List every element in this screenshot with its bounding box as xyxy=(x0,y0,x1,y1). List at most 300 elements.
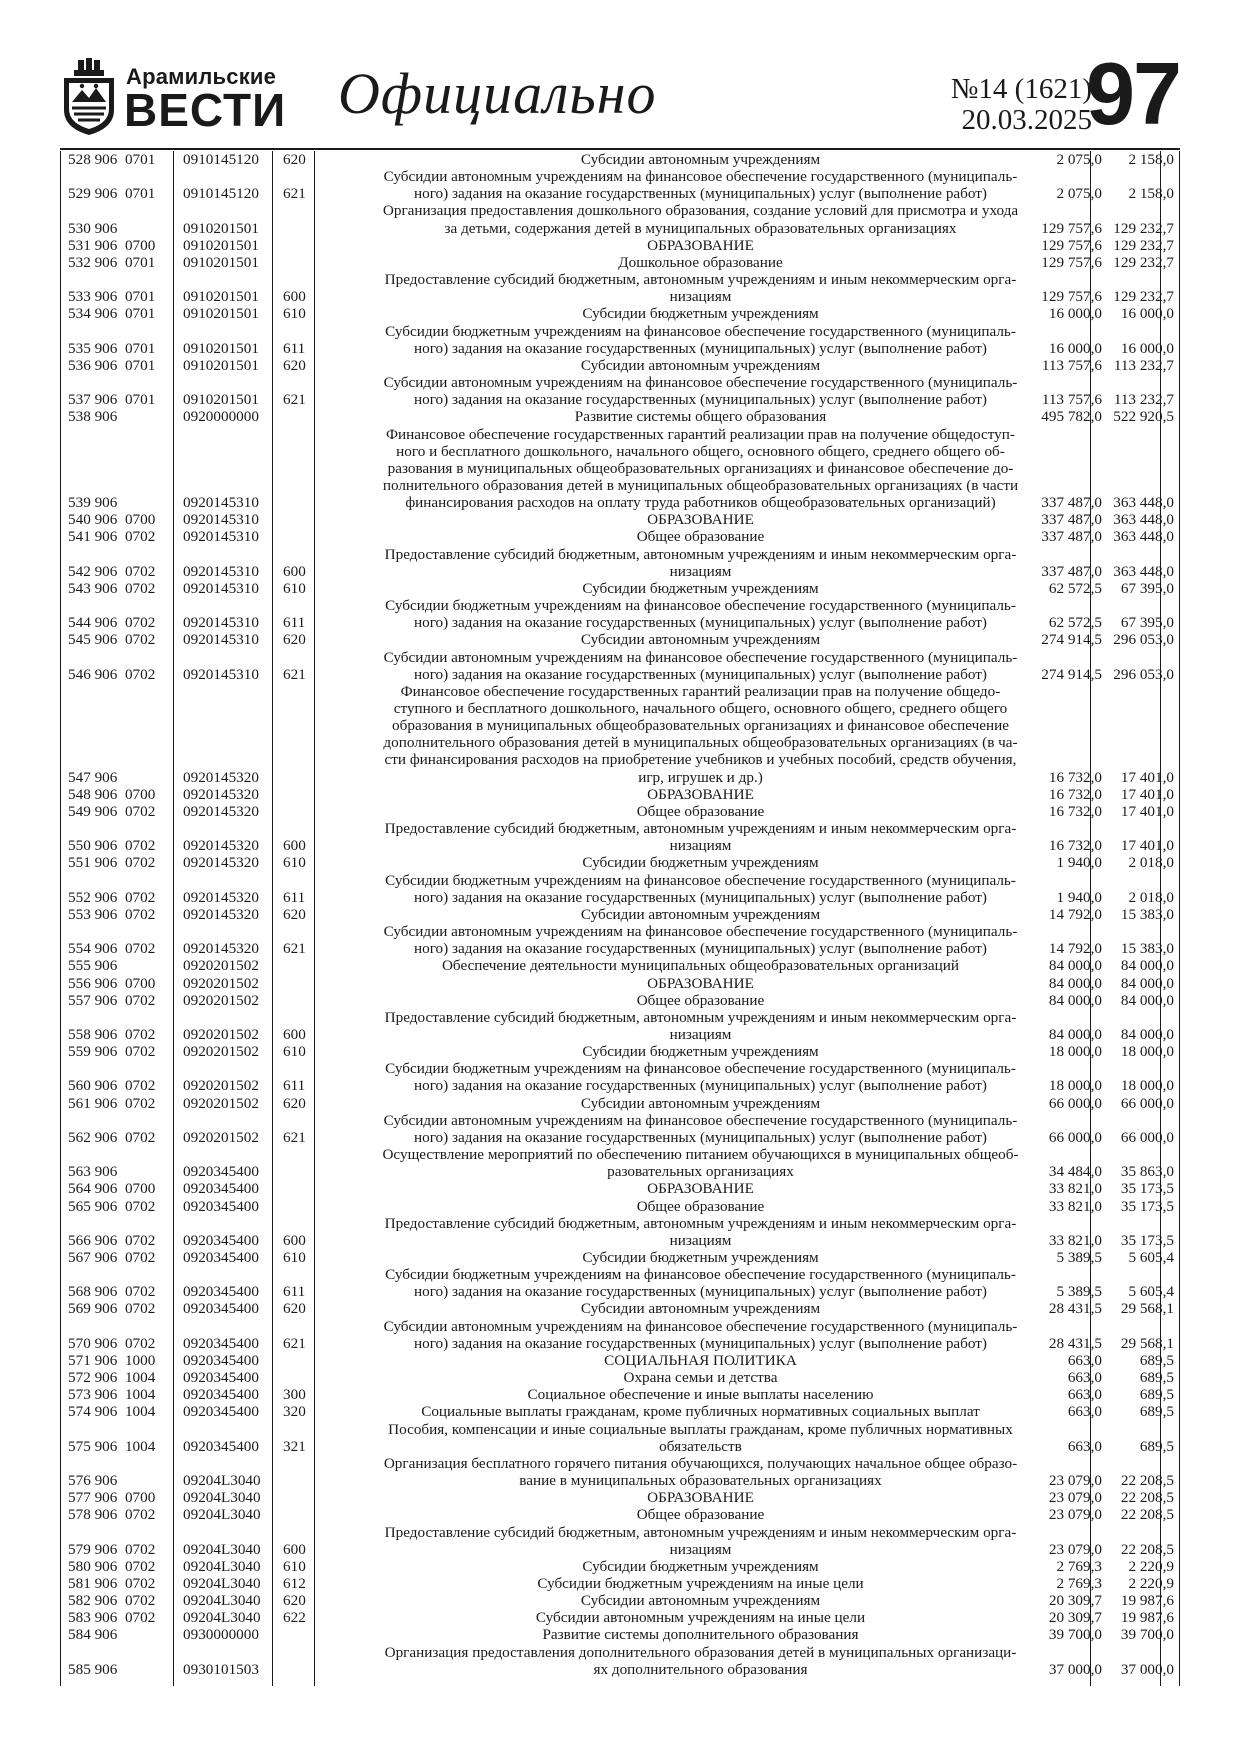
row-number: 585 906 xyxy=(68,1660,118,1678)
row-number: 546 906 0702 xyxy=(68,665,156,683)
row-expense-type: 610 xyxy=(283,305,306,323)
row-expense-type: 611 xyxy=(283,1283,306,1301)
table-row xyxy=(60,820,1180,854)
row-value-2026: 66 000,0 xyxy=(1048,1128,1102,1146)
table-row xyxy=(60,597,1180,631)
row-value-2027: 17 401,0 xyxy=(1120,785,1174,803)
row-number: 559 906 0702 xyxy=(68,1043,156,1061)
row-number: 543 906 0702 xyxy=(68,579,156,597)
row-name xyxy=(318,254,1083,271)
row-value-2027: 296 053,0 xyxy=(1113,665,1174,683)
row-name-line: Субсидии бюджетным учреждениям xyxy=(582,1557,819,1575)
row-value-2027: 84 000,0 xyxy=(1120,957,1174,975)
row-target-code: 0920345400 xyxy=(183,1197,259,1215)
row-number: 550 906 0702 xyxy=(68,837,156,855)
row-number: 552 906 0702 xyxy=(68,888,156,906)
row-target-code: 0920345400 xyxy=(183,1369,259,1387)
row-target-code: 0920345400 xyxy=(183,1403,259,1421)
row-target-code: 09204L3040 xyxy=(183,1557,261,1575)
row-value-2026: 663,0 xyxy=(1067,1403,1102,1421)
row-value-2027: 35 863,0 xyxy=(1120,1163,1174,1181)
row-value-2026: 14 792,0 xyxy=(1048,905,1102,923)
row-name-line: финансирования расходов на оплату труда работников общеобразовательных организаций) xyxy=(405,494,996,512)
row-target-code: 09204L3040 xyxy=(183,1506,261,1524)
row-value-2026: 33 821,0 xyxy=(1048,1180,1102,1198)
row-name xyxy=(318,1112,1083,1146)
row-value-2026: 129 757,6 xyxy=(1041,288,1102,306)
row-name-line: Субсидии автономным учреждениям на финансовое обеспечение государственного (муниципаль- xyxy=(383,1111,1018,1129)
table-row xyxy=(60,1524,1180,1558)
row-name xyxy=(318,1575,1083,1592)
row-value-2027: 689,5 xyxy=(1139,1369,1174,1387)
row-name xyxy=(318,820,1083,854)
table-row xyxy=(60,854,1180,871)
row-name-line: Предоставление субсидий бюджетным, автономным учреждениям и иным некоммерческим орга- xyxy=(384,820,1017,838)
row-value-2026: 66 000,0 xyxy=(1048,1094,1102,1112)
row-target-code: 09204L3040 xyxy=(183,1592,261,1610)
row-value-2026: 84 000,0 xyxy=(1048,1025,1102,1043)
row-target-code: 0920345400 xyxy=(183,1334,259,1352)
row-value-2026: 18 000,0 xyxy=(1048,1043,1102,1061)
row-name xyxy=(318,408,1083,425)
row-value-2026: 337 487,0 xyxy=(1041,511,1102,529)
row-name-line: Охрана семьи и детства xyxy=(623,1369,778,1387)
row-name-line: Субсидии бюджетным учреждениям xyxy=(582,1249,819,1266)
row-number: 583 906 0702 xyxy=(68,1609,156,1627)
row-name-line: низациям xyxy=(669,1025,732,1043)
row-expense-type: 622 xyxy=(283,1609,306,1627)
row-value-2026: 2 075,0 xyxy=(1056,185,1102,203)
row-value-2026: 129 757,6 xyxy=(1041,236,1102,254)
row-name-line: ОБРАЗОВАНИЕ xyxy=(647,1489,754,1507)
row-name-line: ного) задания на оказание государственных (муниципальных) услуг (выполнение работ) xyxy=(413,888,987,906)
row-name-line: Субсидии бюджетным учреждениям на финансовое обеспечение государственного (муниципаль- xyxy=(385,322,1016,340)
table-row xyxy=(60,1318,1180,1352)
row-target-code: 09204L3040 xyxy=(183,1574,261,1592)
table-row xyxy=(60,683,1180,786)
row-name-line: Субсидии автономным учреждениям на финансовое обеспечение государственного (муниципаль- xyxy=(383,168,1018,186)
row-name-line: Финансовое обеспечение государственных гарантий реализации прав на получение общедо- xyxy=(400,682,1001,700)
row-expense-type: 621 xyxy=(283,391,306,409)
row-name xyxy=(318,854,1083,871)
row-value-2027: 19 987,6 xyxy=(1120,1609,1174,1627)
table-row xyxy=(60,649,1180,683)
row-name-line: ного) задания на оказание государственных (муниципальных) услуг (выполнение работ) xyxy=(413,614,987,632)
row-number: 545 906 0702 xyxy=(68,631,156,649)
row-value-2027: 689,5 xyxy=(1139,1351,1174,1369)
row-number: 563 906 xyxy=(68,1163,118,1181)
row-value-2026: 16 732,0 xyxy=(1048,785,1102,803)
row-target-code: 0920145310 xyxy=(183,665,259,683)
row-number: 532 906 0701 xyxy=(68,253,156,271)
row-name xyxy=(318,597,1083,631)
row-name-line: за детьми, содержания детей в муниципальных образовательных организациях xyxy=(444,219,957,237)
row-target-code: 0910201501 xyxy=(183,391,259,409)
row-name xyxy=(318,168,1083,202)
row-value-2026: 2 075,0 xyxy=(1056,151,1102,168)
logo-wordmark-top: Арамильские xyxy=(126,64,277,89)
row-number: 553 906 0702 xyxy=(68,905,156,923)
row-value-2027: 67 395,0 xyxy=(1120,614,1174,632)
row-value-2026: 16 000,0 xyxy=(1048,305,1102,323)
row-value-2026: 663,0 xyxy=(1067,1369,1102,1387)
row-value-2027: 35 173,5 xyxy=(1120,1231,1174,1249)
row-name xyxy=(318,1455,1083,1489)
row-value-2026: 18 000,0 xyxy=(1048,1077,1102,1095)
row-name-line: ОБРАЗОВАНИЕ xyxy=(647,974,754,992)
row-expense-type: 611 xyxy=(283,888,306,906)
row-number: 531 906 0700 xyxy=(68,236,156,254)
row-value-2027: 363 448,0 xyxy=(1113,562,1174,580)
row-number: 575 906 1004 xyxy=(68,1437,156,1455)
row-target-code: 0920145320 xyxy=(183,768,259,786)
row-target-code: 0920345400 xyxy=(183,1386,259,1404)
row-value-2027: 363 448,0 xyxy=(1113,528,1174,546)
row-name-line: Субсидии автономным учреждениям xyxy=(580,1300,821,1318)
row-name xyxy=(318,1609,1083,1626)
row-target-code: 0920145320 xyxy=(183,837,259,855)
row-name-line: Развитие системы дополнительного образования xyxy=(542,1626,859,1644)
table-row xyxy=(60,511,1180,528)
row-name xyxy=(318,1095,1083,1112)
row-value-2026: 37 000,0 xyxy=(1048,1660,1102,1678)
row-value-2027: 35 173,5 xyxy=(1120,1197,1174,1215)
table-row xyxy=(60,1506,1180,1523)
row-target-code: 0920145320 xyxy=(183,854,259,872)
row-name-line: ного) задания на оказание государственных (муниципальных) услуг (выполнение работ) xyxy=(413,940,987,958)
row-target-code: 0920145310 xyxy=(183,511,259,529)
row-value-2027: 113 232,7 xyxy=(1113,391,1174,409)
row-target-code: 0920000000 xyxy=(183,408,259,426)
row-value-2027: 17 401,0 xyxy=(1120,802,1174,820)
row-value-2027: 29 568,1 xyxy=(1120,1300,1174,1318)
row-value-2026: 663,0 xyxy=(1067,1351,1102,1369)
row-name-line: низациям xyxy=(669,837,732,855)
row-name-line: дополнительного образования детей в муниципальных общеобразовательных организациях (в ча- xyxy=(383,734,1018,752)
row-value-2026: 23 079,0 xyxy=(1048,1489,1102,1507)
row-name-line: низациям xyxy=(669,1231,732,1249)
table-row xyxy=(60,631,1180,648)
table-row xyxy=(60,1644,1180,1678)
row-expense-type: 612 xyxy=(283,1574,306,1592)
row-value-2027: 2 158,0 xyxy=(1128,151,1174,168)
row-value-2027: 22 208,5 xyxy=(1120,1472,1174,1490)
row-name xyxy=(318,580,1083,597)
row-value-2026: 1 940,0 xyxy=(1056,888,1102,906)
table-row xyxy=(60,1249,1180,1266)
row-name-line: ОБРАЗОВАНИЕ xyxy=(647,236,754,254)
row-name-line: ного) задания на оказание государственных (муниципальных) услуг (выполнение работ) xyxy=(413,665,987,683)
row-value-2026: 113 757,6 xyxy=(1041,356,1102,374)
row-name-line: ного и бесплатного дошкольного, начального общего, основного общего, среднего общего об- xyxy=(396,442,1005,460)
row-value-2027: 2 220,9 xyxy=(1128,1574,1174,1592)
row-number: 580 906 0702 xyxy=(68,1557,156,1575)
row-value-2027: 2 018,0 xyxy=(1128,854,1174,872)
row-target-code: 0920201502 xyxy=(183,1077,259,1095)
row-target-code: 0920345400 xyxy=(183,1351,259,1369)
row-target-code: 0920145310 xyxy=(183,494,259,512)
row-target-code: 0910201501 xyxy=(183,305,259,323)
row-number: 551 906 0702 xyxy=(68,854,156,872)
row-value-2026: 113 757,6 xyxy=(1041,391,1102,409)
row-expense-type: 620 xyxy=(283,1592,306,1610)
row-name xyxy=(318,1198,1083,1215)
row-value-2027: 2 018,0 xyxy=(1128,888,1174,906)
row-target-code: 0910201501 xyxy=(183,339,259,357)
row-name xyxy=(318,906,1083,923)
row-value-2026: 84 000,0 xyxy=(1048,991,1102,1009)
table-row xyxy=(60,202,1180,236)
row-name xyxy=(318,323,1083,357)
row-value-2027: 84 000,0 xyxy=(1120,991,1174,1009)
row-name-line: Субсидии автономным учреждениям на финансовое обеспечение государственного (муниципаль- xyxy=(383,374,1018,392)
row-name xyxy=(318,683,1083,786)
row-target-code: 0920145310 xyxy=(183,562,259,580)
row-value-2026: 39 700,0 xyxy=(1048,1626,1102,1644)
table-row xyxy=(60,374,1180,408)
row-value-2027: 5 605,4 xyxy=(1128,1249,1174,1266)
row-expense-type: 321 xyxy=(283,1437,306,1455)
row-number: 535 906 0701 xyxy=(68,339,156,357)
row-name xyxy=(318,237,1083,254)
row-name xyxy=(318,528,1083,545)
row-name xyxy=(318,872,1083,906)
row-target-code: 0920201502 xyxy=(183,1043,259,1061)
row-name-line: Организация предоставления дошкольного образования, создание условий для присмотра и ухода xyxy=(382,202,1019,220)
row-name xyxy=(318,1403,1083,1420)
table-row xyxy=(60,168,1180,202)
row-number: 538 906 xyxy=(68,408,118,426)
row-number: 549 906 0702 xyxy=(68,802,156,820)
row-value-2026: 5 389,5 xyxy=(1056,1283,1102,1301)
row-name-line: Общее образование xyxy=(636,1197,765,1215)
row-target-code: 0910145120 xyxy=(183,185,259,203)
row-name xyxy=(318,1249,1083,1266)
row-value-2027: 2 220,9 xyxy=(1128,1557,1174,1575)
row-name-line: полнительного образования детей в муниципальных общеобразовательных организациях (в части xyxy=(382,476,1019,494)
row-target-code: 0920345400 xyxy=(183,1300,259,1318)
section-title: Официально xyxy=(338,61,657,126)
row-value-2026: 337 487,0 xyxy=(1041,528,1102,546)
row-number: 568 906 0702 xyxy=(68,1283,156,1301)
row-expense-type: 620 xyxy=(283,1094,306,1112)
table-row xyxy=(60,1403,1180,1420)
row-name xyxy=(318,1558,1083,1575)
table-row xyxy=(60,786,1180,803)
row-name-line: Субсидии бюджетным учреждениям xyxy=(582,854,819,872)
row-name xyxy=(318,1352,1083,1369)
row-value-2026: 20 309,7 xyxy=(1048,1609,1102,1627)
row-name xyxy=(318,426,1083,512)
row-value-2027: 29 568,1 xyxy=(1120,1334,1174,1352)
row-value-2027: 15 383,0 xyxy=(1120,940,1174,958)
row-value-2026: 20 309,7 xyxy=(1048,1592,1102,1610)
row-name xyxy=(318,1300,1083,1317)
row-name-line: обязательств xyxy=(659,1437,742,1455)
row-value-2027: 5 605,4 xyxy=(1128,1283,1174,1301)
row-value-2027: 37 000,0 xyxy=(1120,1660,1174,1678)
row-name-line: Субсидии бюджетным учреждениям на финансовое обеспечение государственного (муниципаль- xyxy=(385,1060,1016,1078)
table-row xyxy=(60,271,1180,305)
row-value-2027: 66 000,0 xyxy=(1120,1128,1174,1146)
row-target-code: 09204L3040 xyxy=(183,1609,261,1627)
row-name xyxy=(318,1060,1083,1094)
row-number: 544 906 0702 xyxy=(68,614,156,632)
row-name-line: ного) задания на оказание государственных (муниципальных) услуг (выполнение работ) xyxy=(413,339,987,357)
row-name xyxy=(318,649,1083,683)
row-name-line: Обеспечение деятельности муниципальных общеобразовательных организаций xyxy=(441,957,960,975)
row-name-line: разования в муниципальных общеобразовательных организациях и финансовое обеспечение до- xyxy=(387,459,1014,477)
row-value-2026: 2 769,3 xyxy=(1056,1574,1102,1592)
row-name-line: Предоставление субсидий бюджетным, автономным учреждениям и иным некоммерческим орга- xyxy=(384,1214,1017,1232)
row-value-2027: 39 700,0 xyxy=(1120,1626,1174,1644)
row-expense-type: 620 xyxy=(283,631,306,649)
table-row xyxy=(60,1558,1180,1575)
row-value-2027: 66 000,0 xyxy=(1120,1094,1174,1112)
budget-table xyxy=(60,151,1180,1686)
row-name-line: низациям xyxy=(669,1540,732,1558)
row-name-line: Развитие системы общего образования xyxy=(574,408,827,426)
row-name-line: Общее образование xyxy=(636,528,765,546)
row-expense-type: 611 xyxy=(283,339,306,357)
row-target-code: 0910201501 xyxy=(183,236,259,254)
table-row xyxy=(60,975,1180,992)
table-row xyxy=(60,305,1180,322)
table-row xyxy=(60,1180,1180,1197)
row-name xyxy=(318,1592,1083,1609)
row-name-line: Субсидии автономным учреждениям на финансовое обеспечение государственного (муниципаль- xyxy=(383,648,1018,666)
table-row xyxy=(60,1455,1180,1489)
row-number: 558 906 0702 xyxy=(68,1025,156,1043)
row-value-2027: 15 383,0 xyxy=(1120,905,1174,923)
row-name xyxy=(318,546,1083,580)
row-value-2026: 23 079,0 xyxy=(1048,1472,1102,1490)
masthead xyxy=(60,44,1180,147)
table-row xyxy=(60,408,1180,425)
city-crest-icon xyxy=(60,58,118,136)
row-name-line: ного) задания на оказание государственных (муниципальных) услуг (выполнение работ) xyxy=(413,1283,987,1301)
row-name-line: СОЦИАЛЬНАЯ ПОЛИТИКА xyxy=(604,1351,797,1369)
row-name-line: Дошкольное образование xyxy=(618,253,783,271)
row-value-2026: 274 914,5 xyxy=(1041,631,1102,649)
row-number: 536 906 0701 xyxy=(68,356,156,374)
row-value-2026: 84 000,0 xyxy=(1048,957,1102,975)
row-expense-type: 610 xyxy=(283,1043,306,1061)
row-number: 570 906 0702 xyxy=(68,1334,156,1352)
table-row xyxy=(60,254,1180,271)
row-name-line: разовательных организациях xyxy=(607,1163,794,1181)
table-row xyxy=(60,426,1180,512)
row-target-code: 0910201501 xyxy=(183,219,259,237)
row-target-code: 0920201502 xyxy=(183,991,259,1009)
row-number: 534 906 0701 xyxy=(68,305,156,323)
row-number: 567 906 0702 xyxy=(68,1249,156,1266)
table-row xyxy=(60,1575,1180,1592)
row-target-code: 09204L3040 xyxy=(183,1472,261,1490)
row-value-2026: 337 487,0 xyxy=(1041,562,1102,580)
row-number: 577 906 0700 xyxy=(68,1489,156,1507)
row-value-2026: 33 821,0 xyxy=(1048,1231,1102,1249)
table-row xyxy=(60,1266,1180,1300)
row-target-code: 0910201501 xyxy=(183,253,259,271)
row-value-2027: 16 000,0 xyxy=(1120,339,1174,357)
row-name-line: ного) задания на оказание государственных (муниципальных) услуг (выполнение работ) xyxy=(413,1077,987,1095)
row-target-code: 0920145320 xyxy=(183,888,259,906)
row-name xyxy=(318,1043,1083,1060)
row-name-line: Субсидии бюджетным учреждениям на финансовое обеспечение государственного (муниципаль- xyxy=(385,871,1016,889)
row-expense-type: 621 xyxy=(283,665,306,683)
row-name-line: низациям xyxy=(669,288,732,306)
table-row xyxy=(60,151,1180,168)
table-row xyxy=(60,1043,1180,1060)
row-value-2027: 363 448,0 xyxy=(1113,494,1174,512)
row-name-line: Субсидии автономным учреждениям xyxy=(580,151,821,168)
logo-wordmark-bottom: ВЕСТИ xyxy=(124,84,287,136)
row-number: 554 906 0702 xyxy=(68,940,156,958)
row-name-line: Субсидии автономным учреждениям на финансовое обеспечение государственного (муниципаль- xyxy=(383,1317,1018,1335)
table-row xyxy=(60,923,1180,957)
row-value-2027: 689,5 xyxy=(1139,1386,1174,1404)
row-number: 547 906 xyxy=(68,768,118,786)
row-target-code: 0920145310 xyxy=(183,528,259,546)
row-expense-type: 600 xyxy=(283,288,306,306)
row-target-code: 09204L3040 xyxy=(183,1540,261,1558)
row-name xyxy=(318,1489,1083,1506)
row-value-2027: 129 232,7 xyxy=(1113,219,1174,237)
row-number: 579 906 0702 xyxy=(68,1540,156,1558)
header-rule xyxy=(60,148,1180,150)
row-name-line: Субсидии автономным учреждениям xyxy=(580,1094,821,1112)
row-number: 556 906 0700 xyxy=(68,974,156,992)
row-name-line: Субсидии автономным учреждениям xyxy=(580,356,821,374)
row-expense-type: 610 xyxy=(283,579,306,597)
row-name xyxy=(318,202,1083,236)
row-value-2027: 129 232,7 xyxy=(1113,288,1174,306)
row-value-2027: 17 401,0 xyxy=(1120,837,1174,855)
row-value-2027: 84 000,0 xyxy=(1120,1025,1174,1043)
table-row xyxy=(60,1095,1180,1112)
table-row xyxy=(60,546,1180,580)
table-row xyxy=(60,1146,1180,1180)
row-name-line: Субсидии автономным учреждениям xyxy=(580,631,821,649)
row-target-code: 0920201502 xyxy=(183,957,259,975)
table-body xyxy=(60,151,1180,1678)
row-value-2026: 337 487,0 xyxy=(1041,494,1102,512)
row-name xyxy=(318,1009,1083,1043)
row-target-code: 0920145310 xyxy=(183,579,259,597)
row-name xyxy=(318,923,1083,957)
row-name xyxy=(318,305,1083,322)
table-row xyxy=(60,992,1180,1009)
newspaper-logo xyxy=(60,58,285,136)
row-value-2027: 522 920,5 xyxy=(1113,408,1174,426)
row-value-2026: 1 940,0 xyxy=(1056,854,1102,872)
row-number: 555 906 xyxy=(68,957,118,975)
row-number: 581 906 0702 xyxy=(68,1574,156,1592)
row-name-line: Общее образование xyxy=(636,1506,765,1524)
row-expense-type: 600 xyxy=(283,1025,306,1043)
row-number: 529 906 0701 xyxy=(68,185,156,203)
row-expense-type: 620 xyxy=(283,905,306,923)
row-number: 572 906 1004 xyxy=(68,1369,156,1387)
row-name xyxy=(318,1146,1083,1180)
row-target-code: 0920145320 xyxy=(183,785,259,803)
row-name xyxy=(318,1266,1083,1300)
row-name-line: образования в муниципальных общеобразовательных организациях и финансовое обеспечение xyxy=(392,717,1009,735)
row-expense-type: 600 xyxy=(283,1231,306,1249)
table-row xyxy=(60,957,1180,974)
row-value-2027: 113 232,7 xyxy=(1113,356,1174,374)
